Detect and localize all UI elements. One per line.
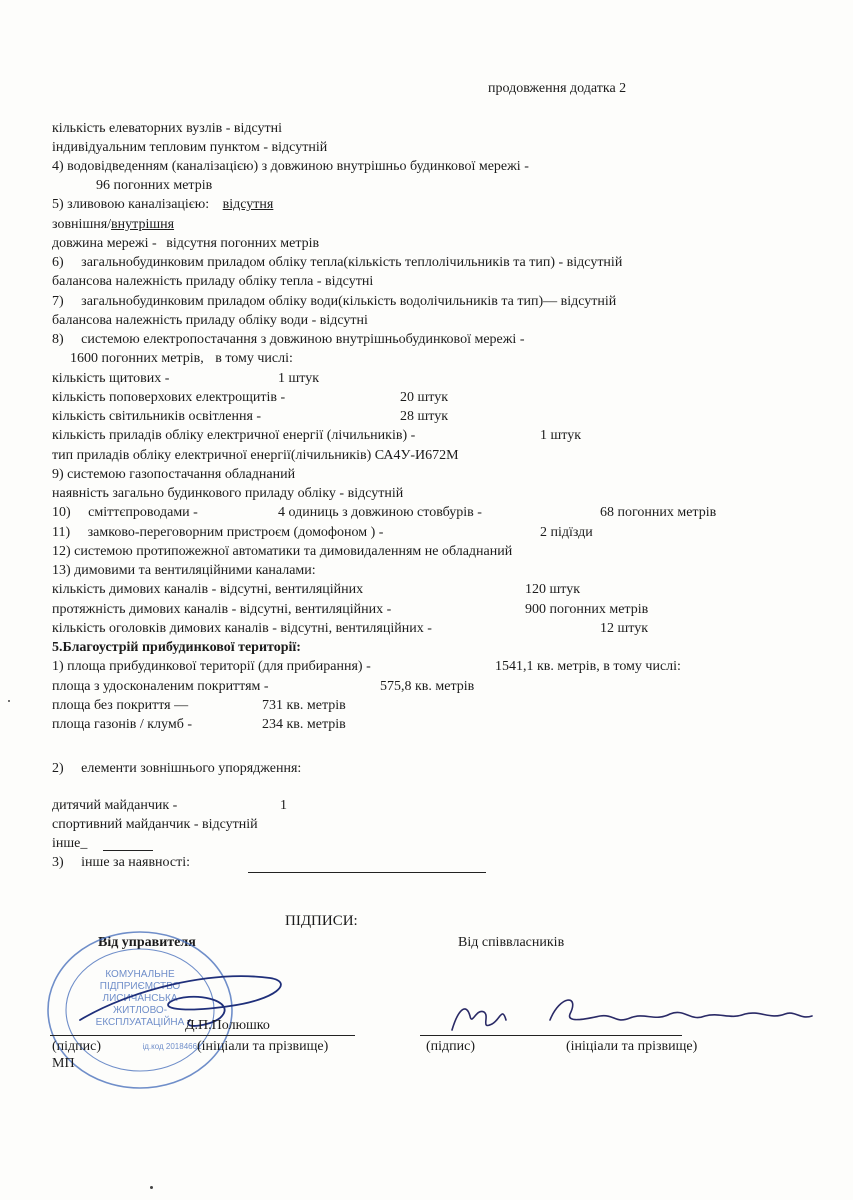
switchboards-value: 1 штук (278, 371, 320, 386)
stamp-line-2: ПІДПРИЄМСТВО (99, 981, 181, 992)
territory-area-value: 1541,1 кв. метрів, в тому числі: (495, 659, 681, 674)
line-network-length (52, 235, 319, 253)
intercom-label: замково-переговорним пристроєм (домофоном ) - (87, 525, 384, 540)
owner-signature (440, 990, 820, 1045)
signatures-title: ПІДПИСИ: (285, 913, 358, 929)
line-elevator-units: кількість елеваторних вузлів - відсутні (52, 121, 283, 136)
scan-speck (8, 700, 10, 702)
line-smoke-length: протяжність димових каналів - відсутні, вентиляційних - (52, 602, 392, 617)
line-meter-type: тип приладів обліку електричної енергії(лічильників) СА4У-И672М (52, 448, 459, 463)
line-fire-system: 12) системою протипожежної автоматики та димовидаленням не обладнаний (52, 544, 513, 559)
water-meter-num: 7) (52, 294, 64, 309)
line-electricity-length (70, 350, 293, 368)
exterior-num: 2) (52, 761, 64, 776)
section-landscaping-title: 5.Благоустрій прибудинкової території: (52, 640, 301, 655)
network-length-label: довжина мережі - (52, 236, 157, 251)
line-garbage-chutes (52, 504, 198, 522)
line-switchboards: кількість щитових - (52, 371, 170, 386)
line-heat-point: індивідуальним тепловим пунктом - відсутній (52, 140, 328, 155)
appendix-header: продовження додатка 2 (488, 81, 627, 96)
garbage-label: сміттєпроводами - (88, 505, 198, 520)
smoke-count-value: 120 штук (525, 582, 581, 597)
line-electric-meters: кількість приладів обліку електричної енергії (лічильників) - (52, 428, 416, 443)
storm-sewer-label: 5) зливовою каналізацією: (52, 197, 210, 212)
stamp-line-1: КОМУНАЛЬНЕ (105, 969, 175, 980)
line-water-meter (52, 293, 616, 311)
line-sewerage: 4) водовідведенням (каналізацією) з довжиною внутрішньо будинкової мережі - (52, 159, 529, 174)
lawn-area-value: 234 кв. метрів (262, 717, 346, 732)
exterior-label: елементи зовнішнього упорядження: (81, 761, 302, 776)
electricity-including: в тому числі: (215, 351, 293, 366)
manager-label: Від управителя (98, 935, 196, 950)
uncovered-area-value: 731 кв. метрів (262, 698, 346, 713)
manager-signature-line (50, 1035, 355, 1036)
line-sports-ground: спортивний майданчик - відсутній (52, 817, 258, 832)
line-sewerage-length: 96 погонних метрів (96, 178, 213, 193)
storm-sewer-value: відсутня (222, 197, 274, 212)
other-available-blank-line (248, 872, 486, 873)
line-other: інше_ (52, 836, 88, 851)
line-improved-area: площа з удосконаленим покриттям - (52, 679, 269, 694)
lights-value: 28 штук (400, 409, 449, 424)
line-lawn-area: площа газонів / клумб - (52, 717, 193, 732)
left-caption-name: (ініціали та прізвище) (197, 1039, 329, 1054)
intercom-value: 2 підїзди (540, 525, 593, 540)
right-caption-name: (ініціали та прізвище) (566, 1039, 698, 1054)
electricity-num: 8) (52, 332, 64, 347)
network-length-value: відсутня погонних метрів (166, 236, 320, 251)
line-water-meter-balance: балансова належність приладу обліку води - відсутні (52, 313, 368, 328)
stamp-line-5: ЕКСПЛУАТАЦІЙНА (95, 1017, 185, 1028)
line-exterior-elements (52, 760, 301, 778)
electric-meters-value: 1 штук (540, 428, 582, 443)
right-caption-sign: (підпис) (426, 1039, 476, 1054)
smoke-length-value: 900 погонних метрів (525, 602, 649, 617)
line-storm-sewer (52, 196, 273, 214)
improved-area-value: 575,8 кв. метрів (380, 679, 475, 694)
line-chimney-heads: кількість оголовків димових каналів - відсутні, вентиляційних - (52, 621, 432, 636)
chimney-heads-value: 12 штук (600, 621, 649, 636)
line-smoke-channels: 13) димовими та вентиляційними каналами: (52, 563, 316, 578)
stamp-line-4: ЖИТЛОВО- (112, 1005, 168, 1016)
manager-name: Д.П.Полюшко (185, 1018, 270, 1033)
line-heat-meter-balance: балансова належність приладу обліку тепла - відсутні (52, 274, 374, 289)
garbage-length: 68 погонних метрів (600, 505, 717, 520)
scan-speck (150, 1186, 153, 1189)
line-territory-area: 1) площа прибудинкової території (для прибирання) - (52, 659, 371, 674)
line-playground: дитячий майданчик - (52, 798, 178, 813)
line-external-internal (52, 216, 174, 234)
other-available-num: 3) (52, 855, 64, 870)
line-heat-meter (52, 254, 622, 272)
heat-meter-label: загальнобудинковим приладом обліку тепла(кількість теплолічильників та тип) - відсутній (81, 255, 623, 270)
line-gas-meter: наявність загально будинкового приладу обліку - відсутній (52, 486, 404, 501)
line-other-available (52, 854, 190, 872)
electricity-length: 1600 погонних метрів, (70, 351, 204, 366)
stamp-code: ід.код 20184661 (142, 1042, 202, 1051)
line-smoke-count: кількість димових каналів - відсутні, вентиляційних (52, 582, 364, 597)
other-available-label: інше за наявності: (81, 855, 190, 870)
floor-panels-value: 20 штук (400, 390, 449, 405)
stamp-line-3: ЛИСИЧАНСЬКА (102, 993, 178, 1004)
water-meter-label: загальнобудинковим приладом обліку води(кількість водолічильників та тип)— відсутній (81, 294, 617, 309)
line-lights: кількість світильників освітлення - (52, 409, 262, 424)
intercom-num: 11) (52, 525, 71, 540)
line-intercom (52, 524, 383, 542)
stamp-place-mp: МП (52, 1056, 75, 1071)
internal-value: внутрішня (111, 217, 175, 232)
electricity-label: системою електропостачання з довжиною внутрішньобудинкової мережі - (81, 332, 525, 347)
playground-value: 1 (280, 798, 287, 813)
heat-meter-num: 6) (52, 255, 64, 270)
line-uncovered-area: площа без покриття — (52, 698, 189, 713)
owners-label: Від співвласників (458, 935, 565, 950)
garbage-value: 4 одиниць з довжиною стовбурів - (278, 505, 482, 520)
owner-signature-line (420, 1035, 682, 1036)
line-gas: 9) системою газопостачання обладнаний (52, 467, 296, 482)
other-blank-line (103, 850, 153, 851)
line-electricity (52, 331, 524, 349)
garbage-num: 10) (52, 505, 71, 520)
external-label: зовнішня/ (52, 217, 112, 232)
line-floor-panels: кількість поповерхових електрощитів - (52, 390, 286, 405)
left-caption-sign: (підпис) (52, 1039, 102, 1054)
